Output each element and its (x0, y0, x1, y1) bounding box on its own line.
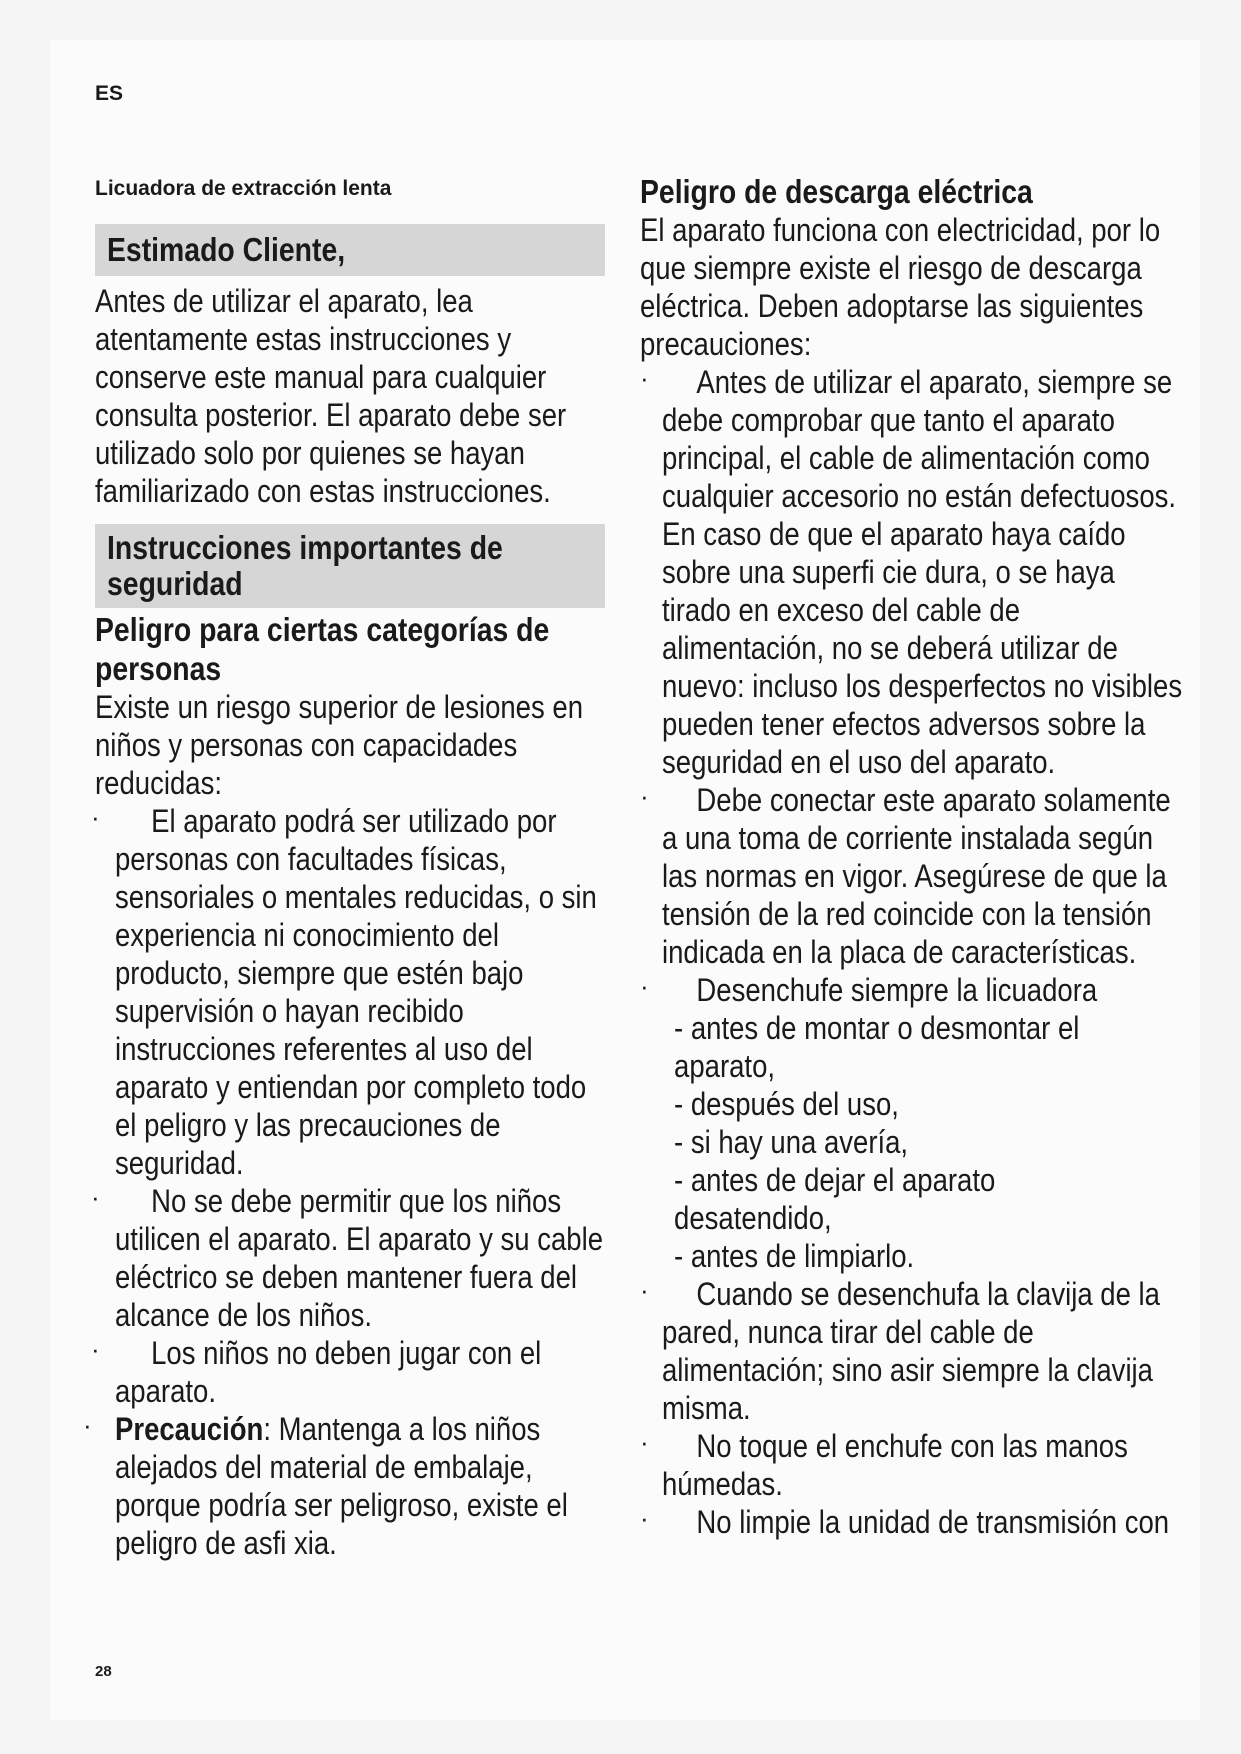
list-item: · Cuando se desenchufa la clavija de la pared, nunca tirar del cable de alimentación; sino asir siempre la clavija misma. (640, 1275, 1160, 1426)
bullet-icon: · (91, 1334, 100, 1364)
list-item: · Los niños no deben jugar con el aparato. (91, 1334, 542, 1409)
bullet-icon: · (640, 781, 649, 811)
personas-intro: Existe un riesgo superior de lesiones en niños y personas con capacidades reducidas: (95, 689, 583, 801)
caution-text: : Mantenga a los niños alejados del material de embalaje, porque podría ser peligroso, existe el peligro de asfi xia. (115, 1411, 568, 1561)
heading-instrucciones-seguridad: Instrucciones importantes de seguridad (95, 524, 605, 608)
bullet-icon: · (91, 1182, 100, 1212)
list-item: · Debe conectar este aparato solamente a una toma de corriente instalada según las normas en vigor. Asegúrese de que la tensión de la red coincide con la tensión indicada en la placa de características. (640, 781, 1171, 970)
bullet-icon: · (640, 1275, 649, 1305)
language-code: ES (95, 82, 124, 105)
list-item-unplug: · Desenchufe siempre la licuadora - antes de montar o desmontar el aparato, - después del uso, - si hay una avería, - antes de dejar el aparato desatendido, - antes de limpiarlo. (640, 971, 1185, 1275)
subheading-peligro-personas: Peligro para ciertas categorías de personas (95, 611, 550, 687)
heading-estimado-cliente: Estimado Cliente, (95, 224, 605, 276)
caution-label: Precaución (115, 1411, 264, 1447)
descarga-intro: El aparato funciona con electricidad, por lo que siempre existe el riesgo de descarga eléctrica. Deben adoptarse las siguientes precauciones: (640, 212, 1161, 362)
bullet-icon: · (83, 1410, 92, 1440)
unplug-sub-item: - antes de montar o desmontar el aparato, (674, 1010, 1080, 1084)
unplug-sub-item: - después del uso, (674, 1086, 899, 1122)
list-item-caution (83, 1410, 605, 1562)
list-item: · Antes de utilizar el aparato, siempre se debe comprobar que tanto el aparato principal, el cable de alimentación como cualquier accesorio no están defectuosos. En caso de que el aparato haya caído sobre una superfi cie dura, o se haya tirado en exceso del cable de alimentación, no se deberá utilizar de nuevo: incluso los desperfectos no visibles pueden tener efectos adversos sobre la seguridad en el uso del aparato. (640, 363, 1183, 780)
list-item: · No se debe permitir que los niños utilicen el aparato. El aparato y su cable eléctrico se deben mantener fuera del alcance de los niños. (91, 1182, 604, 1333)
bullet-icon: · (640, 1427, 649, 1457)
unplug-sub-item: - antes de dejar el aparato desatendido, (674, 1162, 996, 1236)
bullet-icon: · (640, 971, 649, 1001)
list-item: · No limpie la unidad de transmisión con (640, 1503, 1170, 1540)
right-column (640, 172, 1185, 1541)
left-column (83, 224, 605, 1562)
bullet-icon: · (91, 802, 100, 832)
list-item: · No toque el enchufe con las manos húmedas. (640, 1427, 1128, 1502)
subheading-descarga-electrica: Peligro de descarga eléctrica (640, 173, 1033, 210)
intro-paragraph: Antes de utilizar el aparato, lea atentamente estas instrucciones y conserve este manual para cualquier consulta posterior. El aparato debe ser utilizado solo por quienes se hayan familiarizado con estas instrucciones. (95, 283, 567, 509)
document-title: Licuadora de extracción lenta (95, 177, 392, 200)
bullet-icon: · (640, 1503, 649, 1533)
list-item: · El aparato podrá ser utilizado por personas con facultades físicas, sensoriales o mentales reducidas, o sin experiencia ni conocimiento del producto, siempre que estén bajo supervisión o hayan recibido instrucciones referentes al uso del aparato y entiendan por completo todo el peligro y las precauciones de seguridad. (91, 802, 597, 1181)
page-number: 28 (95, 1663, 112, 1680)
unplug-sub-item: - si hay una avería, (674, 1124, 909, 1160)
unplug-sub-item: - antes de limpiarlo. (674, 1238, 915, 1274)
bullet-icon: · (640, 363, 649, 393)
